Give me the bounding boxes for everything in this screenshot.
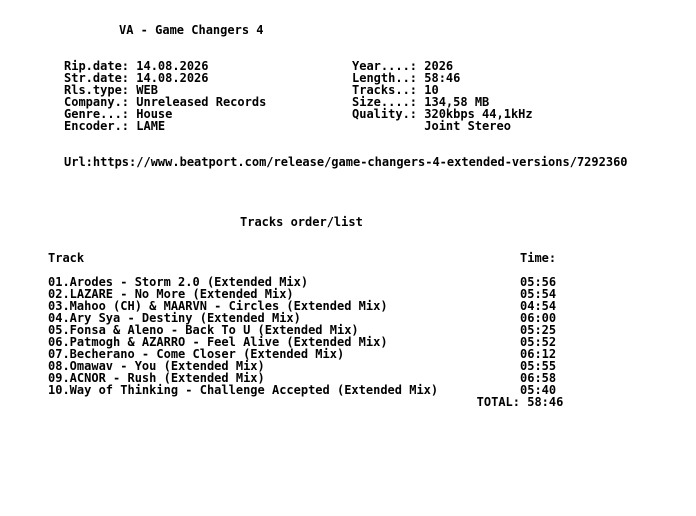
track-time: 06:00 (520, 311, 557, 325)
track-title: 04.Ary Sya - Destiny (Extended Mix) (48, 311, 301, 325)
release-type: Rls.type: WEB (64, 83, 158, 97)
track-title: 01.Arodes - Storm 2.0 (Extended Mix) (48, 275, 309, 289)
street-date: Str.date: 14.08.2026 (64, 71, 209, 85)
genre: Genre...: House (64, 107, 173, 121)
track-time: 05:55 (520, 359, 557, 373)
track-time: 05:52 (520, 335, 557, 349)
track-title: 06.Patmogh & AZARRO - Feel Alive (Extended Mix) (48, 335, 388, 349)
track-time: 05:40 (520, 383, 557, 397)
track-time: 05:56 (520, 275, 557, 289)
track-column-header: Track (48, 251, 85, 265)
total-label: TOTAL: (476, 395, 520, 409)
track-title: 05.Fonsa & Aleno - Back To U (Extended Mix) (48, 323, 359, 337)
rip-date: Rip.date: 14.08.2026 (64, 59, 209, 73)
tracks-count: Tracks..: 10 (352, 83, 439, 97)
length: Length..: 58:46 (352, 71, 461, 85)
track-time: 05:25 (520, 323, 557, 337)
year: Year....: 2026 (352, 59, 454, 73)
track-time: 04:54 (520, 299, 557, 313)
total-time: 58:46 (527, 395, 564, 409)
tracks-heading: Tracks order/list (240, 215, 363, 229)
track-title: 10.Way of Thinking - Challenge Accepted (Extended Mix) (48, 383, 439, 397)
total-row (464, 396, 563, 408)
stereo-mode: Joint Stereo (352, 119, 511, 133)
track-title: 03.Mahoo (CH) & MAARVN - Circles (Extended Mix) (48, 299, 388, 313)
track-time: 05:54 (520, 287, 557, 301)
release-title: VA - Game Changers 4 (119, 23, 264, 37)
track-title: 08.Omawav - You (Extended Mix) (48, 359, 265, 373)
release-url: Url:https://www.beatport.com/release/game-changers-4-extended-versions/7292360 (64, 155, 628, 169)
encoder: Encoder.: LAME (64, 119, 166, 133)
track-title: 02.LAZARE - No More (Extended Mix) (48, 287, 294, 301)
track-time: 06:12 (520, 347, 557, 361)
company: Company.: Unreleased Records (64, 95, 267, 109)
track-title: 09.ACNOR - Rush (Extended Mix) (48, 371, 265, 385)
quality: Quality.: 320kbps 44,1kHz (352, 107, 533, 121)
time-column-header: Time: (520, 251, 557, 265)
track-time: 06:58 (520, 371, 557, 385)
size: Size....: 134,58 MB (352, 95, 490, 109)
track-title: 07.Becherano - Come Closer (Extended Mix) (48, 347, 345, 361)
